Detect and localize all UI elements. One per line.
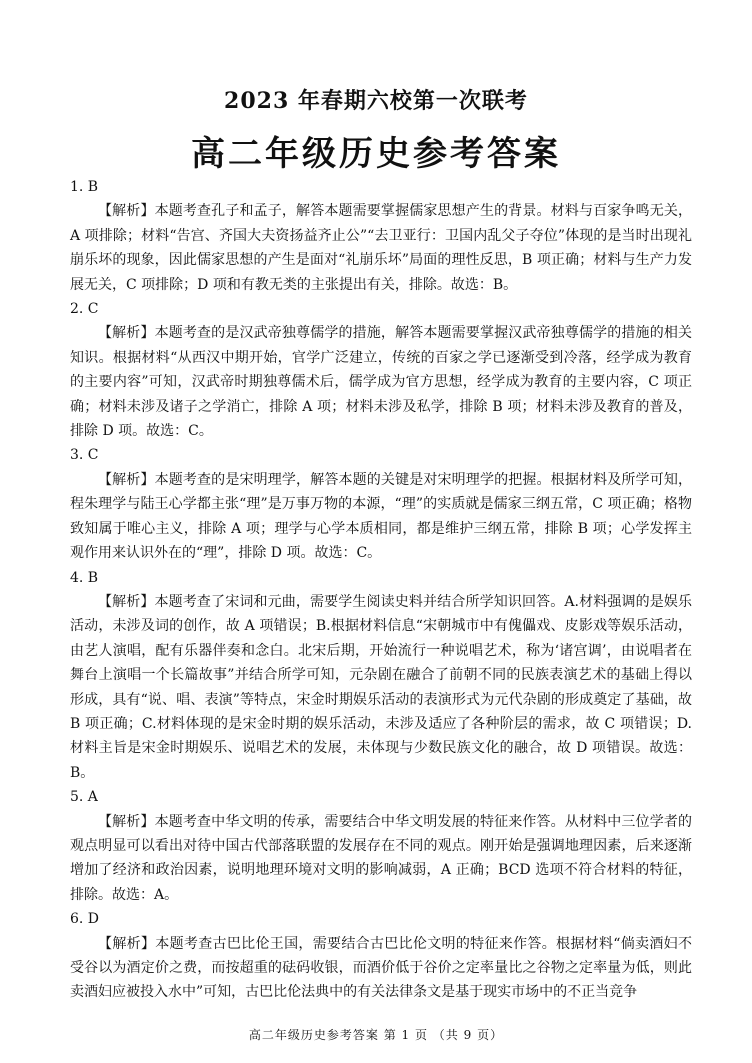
question-number: 6. D	[70, 911, 100, 928]
answer-explanation: 【解析】本题考查了宋词和元曲，需要学生阅读史料并结合所学知识回答。A.材料强调的是娱乐活动，未涉及词的创作，故 A 项错误；B.根据材料信息“宋朝城市中有傀儡戏、皮影戏等娱乐活动，由艺人演唱，配有乐器伴奏和念白。北宋后期，开始流行一种说唱艺术，称为‘诸宫调’，由说唱者在舞台上演唱一个长篇故事”并结合所学可知，元杂剧在融合了前朝不同的民族表演艺术的基础上得以形成，具有“说、唱、表演”等特点，宋金时期娱乐活动的表演形式为元代杂剧的形成奠定了基础，故 B 项正确；C.材料体现的是宋金时期的娱乐活动，未涉及适应了各种阶层的需求，故 C 项错误；D.材料主旨是宋金时期娱乐、说唱艺术的发展，未体现与少数民族文化的融合，故 D 项错误。故选：B。	[70, 593, 692, 781]
question-number: 4. B	[70, 569, 99, 586]
answer-list	[70, 175, 692, 1005]
answer-explanation: 【解析】本题考查古巴比伦王国，需要结合古巴比伦文明的特征来作答。根据材料“倘卖酒妇不受谷以为酒定价之费，而按超重的砝码收银，而酒价低于谷价之定率量比之谷物之定率量为低，则此卖酒妇应被投入水中”可知，古巴比伦法典中的有关法律条文是基于现实市场中的不正当竞争	[70, 935, 692, 1001]
question-number: 2. C	[70, 301, 99, 318]
answer-explanation: 【解析】本题考查中华文明的传承，需要结合中华文明发展的特征来作答。从材料中三位学者的观点明显可以看出对待中国古代部落联盟的发展存在不同的观点。刚开始是强调地理因素，后来逐渐增加了经济和政治因素，说明地理环境对文明的影响减弱，A 正确；BCD 选项不符合材料的特征，排除。故选：A。	[70, 813, 692, 903]
answer-explanation: 【解析】本题考查的是宋明理学，解答本题的关键是对宋明理学的把握。根据材料及所学可知，程朱理学与陆王心学都主张“理”是万事万物的本源，“理”的实质就是儒家三纲五常，C 项正确；格物致知属于唯心主义，排除 A 项；理学与心学本质相同，都是维护三纲五常，排除 B 项；心学发挥主观作用来认识外在的“理”，排除 D 项。故选：C。	[70, 471, 692, 562]
answer-explanation: 【解析】本题考查孔子和孟子，解答本题需要掌握儒家思想产生的背景。材料与百家争鸣无关，A 项排除；材料“告宫、齐国大夫资扬益齐止公”“去卫亚行：卫国内乱父子夺位”体现的是当时出现礼崩乐坏的现象，因此儒家思想的产生是面对“礼崩乐坏”局面的理性反思，B 项正确；材料与生产力发展无关，C 项排除；D 项和有教无类的主张提出有关，排除。故选：B。	[70, 203, 692, 293]
answer-explanation: 【解析】本题考查的是汉武帝独尊儒学的措施，解答本题需要掌握汉武帝独尊儒学的措施的相关知识。根据材料“从西汉中期开始，官学广泛建立，传统的百家之学已逐渐受到冷落，经学成为教育的主要内容”可知，汉武帝时期独尊儒术后，儒学成为官方思想，经学成为教育的主要内容，C 项正确；材料未涉及诸子之学消亡，排除 A 项；材料未涉及私学，排除 B 项；材料未涉及教育的普及，排除 D 项。故选：C。	[70, 325, 692, 440]
exam-title: 2023 年春期六校第一次联考	[224, 88, 528, 114]
answer-key-title: 高二年级历史参考答案	[191, 134, 561, 174]
question-number: 5. A	[70, 789, 98, 806]
page-footer: 高二年级历史参考答案 第 1 页 （共 9 页）	[248, 1028, 504, 1042]
question-number: 1. B	[70, 179, 99, 195]
question-number: 3. C	[70, 447, 99, 464]
